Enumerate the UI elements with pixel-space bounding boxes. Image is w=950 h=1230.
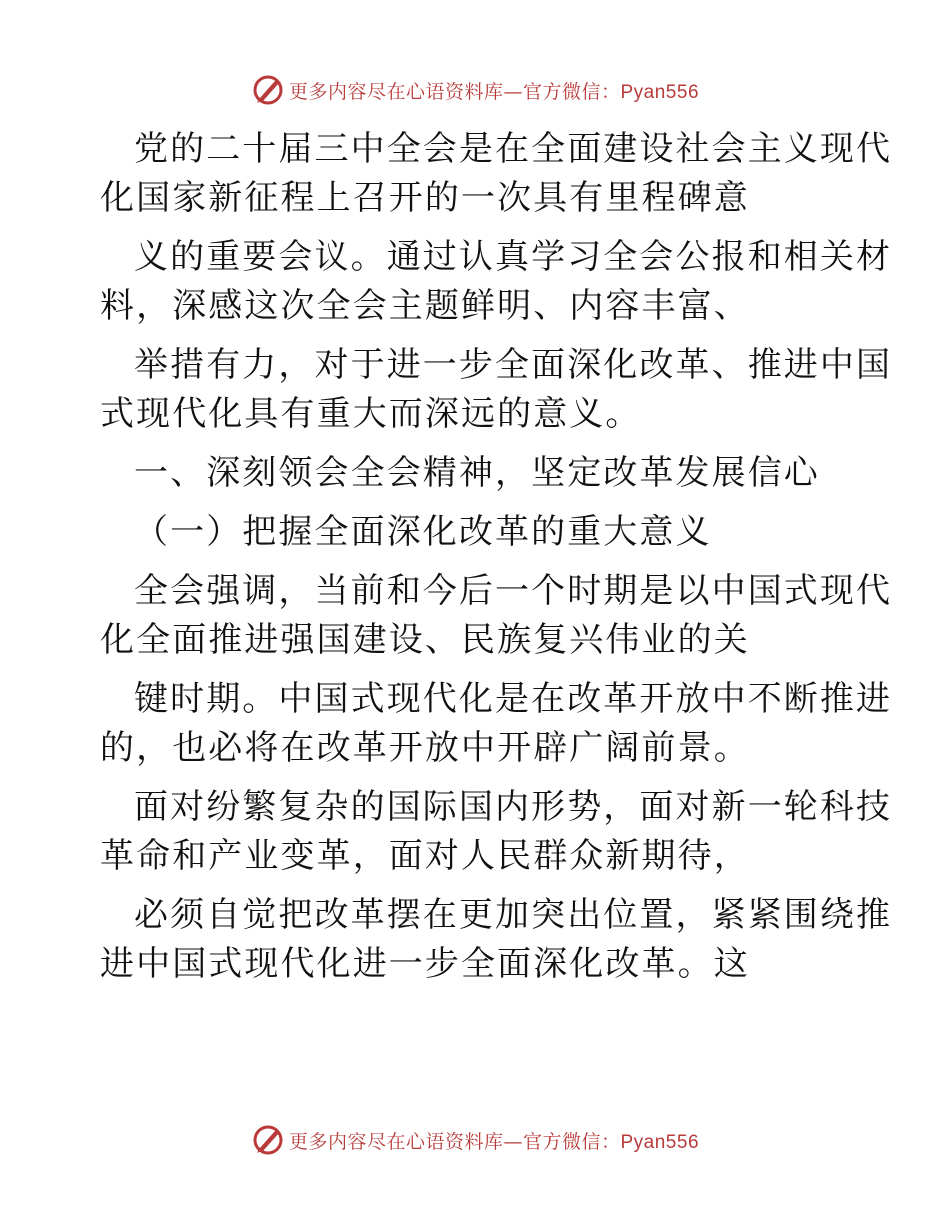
body-line: 举措有力，对于进一步全面深化改革、推进中国 [134,345,893,385]
pen-logo-icon [251,73,285,107]
footer-wechat-id: Pyan556 [620,1131,700,1153]
header-wechat-id: Pyan556 [620,81,700,103]
body-line: 义的重要会议。通过认真学习全会公报和相关材 [134,237,893,277]
document-body [100,125,893,989]
body-line: 必须自觉把改革摆在更加突出位置，紧紧围绕推 [134,895,893,935]
pen-logo-icon [251,1123,285,1157]
body-line: 面对纷繁复杂的国际国内形势，面对新一轮科技 [134,787,893,827]
footer-banner-text: 更多内容尽在心语资料库—官方微信：Pyan556 [288,1130,700,1153]
footer-banner [0,1120,950,1160]
section-heading: 一、深刻领会全会精神，坚定改革发展信心 [134,453,820,493]
body-line: 革命和产业变革，面对人民群众新期待， [100,836,750,876]
body-line: 的，也必将在改革开放中开辟广阔前景。 [100,728,750,768]
body-line: 党的二十届三中全会是在全面建设社会主义现代 [134,129,893,169]
header-banner [0,70,950,110]
body-line: 全会强调，当前和今后一个时期是以中国式现代 [134,571,893,611]
body-line: 化全面推进强国建设、民族复兴伟业的关 [100,620,750,660]
body-line: 键时期。中国式现代化是在改革开放中不断推进 [134,679,893,719]
body-line: 式现代化具有重大而深远的意义。 [100,394,642,434]
body-line: 化国家新征程上召开的一次具有里程碑意 [100,178,750,218]
body-line: 料，深感这次全会主题鲜明、内容丰富、 [100,286,750,326]
header-banner-text: 更多内容尽在心语资料库—官方微信：Pyan556 [288,80,700,103]
body-line: 进中国式现代化进一步全面深化改革。这 [100,944,750,984]
subsection-heading: （一）把握全面深化改革的重大意义 [134,512,712,552]
